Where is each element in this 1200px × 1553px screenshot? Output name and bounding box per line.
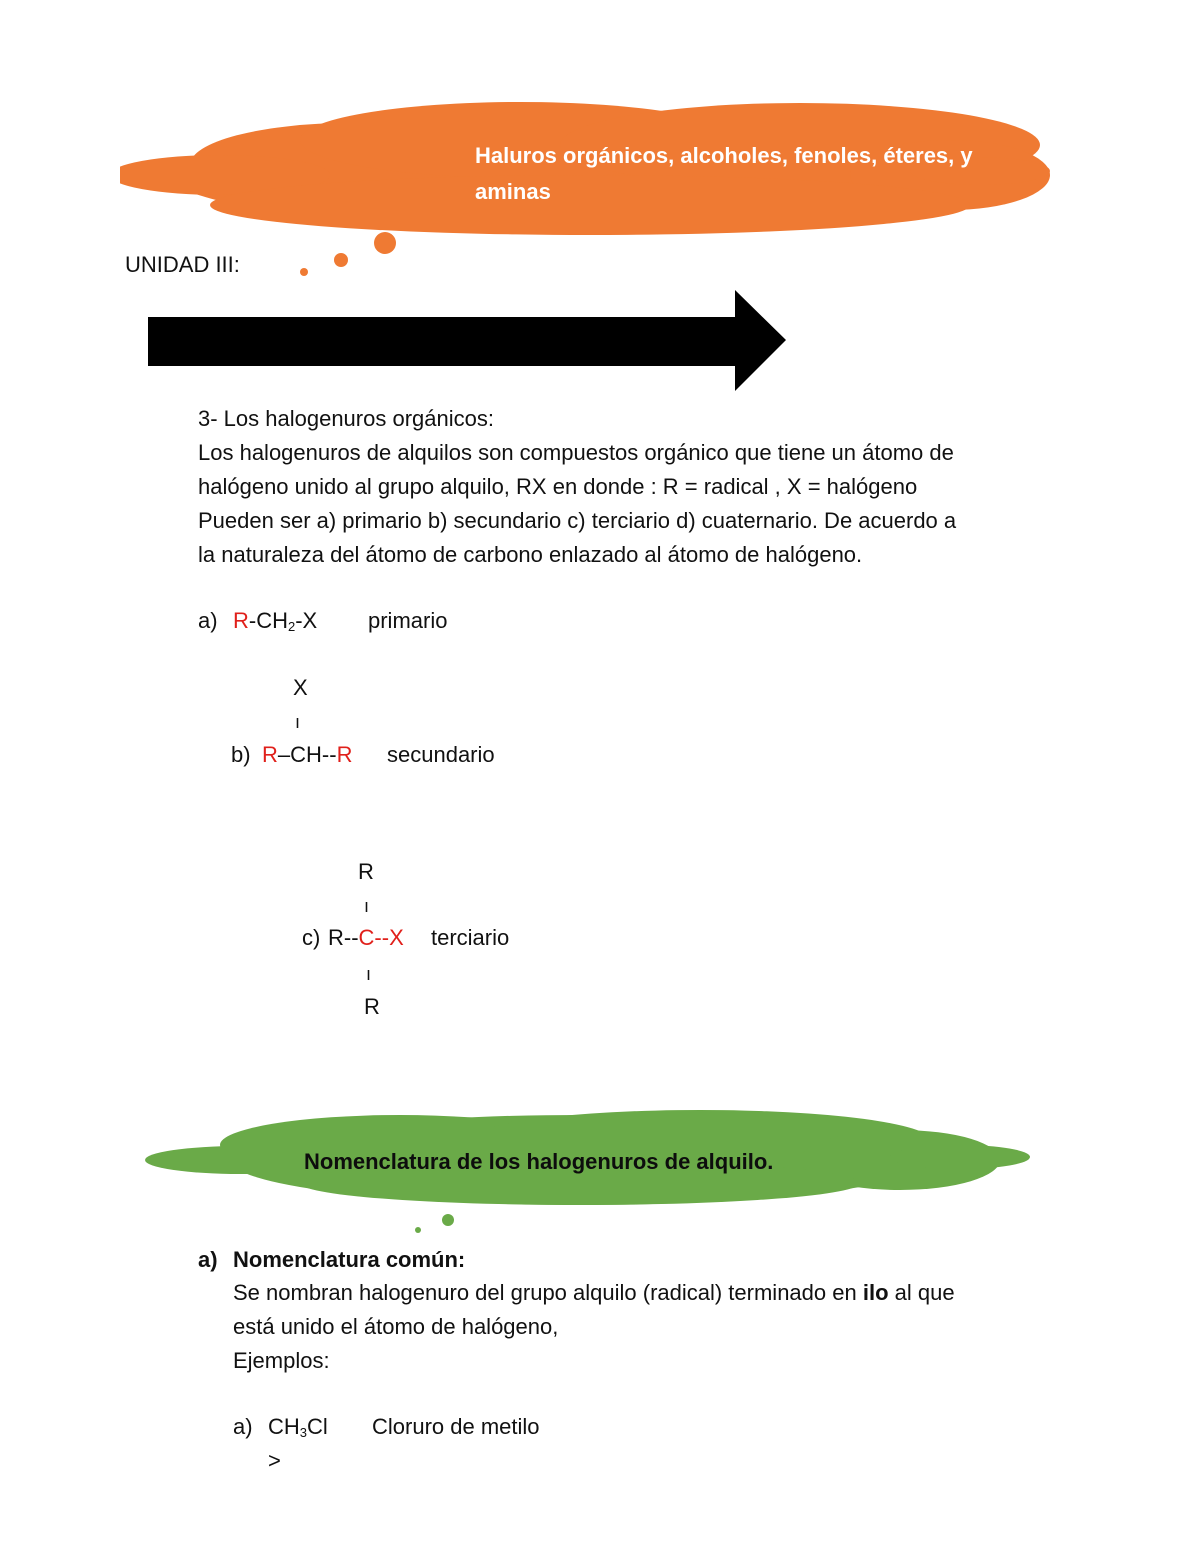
radical-r: R xyxy=(262,742,278,767)
subscript: 2 xyxy=(288,619,296,634)
text-part: al que xyxy=(888,1280,955,1305)
radical-r: R xyxy=(336,742,353,767)
example-b-top: X xyxy=(293,675,308,700)
nomenclature-marker: > xyxy=(268,1448,281,1473)
arrow-right-icon xyxy=(148,290,788,394)
section-heading: 3- Los halogenuros orgánicos: xyxy=(198,406,494,431)
section-line-3: Pueden ser a) primario b) secundario c) terciario d) cuaternario. De acuerdo a xyxy=(198,508,957,533)
example-b-label: b) xyxy=(231,742,251,767)
example-c-bond-top: ı xyxy=(364,896,370,916)
nomenclature-item-label: a) xyxy=(198,1247,218,1272)
formula-part: R-- xyxy=(328,925,359,950)
nomenclature-line-3: Ejemplos: xyxy=(233,1348,330,1373)
section-line-2: halógeno unido al grupo alquilo, RX en donde : R = radical , X = halógeno xyxy=(198,474,918,499)
nomenclature-item-title: Nomenclatura común: xyxy=(233,1247,466,1272)
section-line-1: Los halogenuros de alquilos son compuestos orgánico que tiene un átomo de xyxy=(198,440,954,465)
section-line-4: la naturaleza del átomo de carbono enlazado al átomo de halógeno. xyxy=(198,542,863,567)
example-c-bottom: R xyxy=(364,994,380,1019)
subscript: 3 xyxy=(299,1425,308,1440)
example-b-formula xyxy=(262,738,352,772)
nomenclature-example-name: Cloruro de metilo xyxy=(372,1414,540,1439)
nomenclature-line-1 xyxy=(233,1276,955,1310)
carbon-halogen: C--X xyxy=(358,925,404,950)
nomenclature-example-label: a) xyxy=(233,1414,253,1439)
formula-part: -X xyxy=(295,608,318,633)
example-c-bond-bottom: ı xyxy=(366,964,372,984)
example-c-formula xyxy=(328,921,404,955)
suffix-ilo: ilo xyxy=(862,1280,889,1305)
example-b-bond: ı xyxy=(295,712,301,732)
text-part: Se nombran halogenuro del grupo alquilo (radical) terminado en xyxy=(233,1280,863,1305)
nomenclature-line-2: está unido el átomo de halógeno, xyxy=(233,1314,559,1339)
example-c-label: c) xyxy=(302,925,321,950)
unit-label: UNIDAD III: xyxy=(125,252,240,277)
formula-part: -CH xyxy=(248,608,288,633)
example-a-type: primario xyxy=(368,608,448,633)
orange-cloud-title: Haluros orgánicos, alcoholes, fenoles, éteres, y aminas xyxy=(475,143,973,204)
formula-part: –CH-- xyxy=(277,742,337,767)
formula-part: Cl xyxy=(307,1414,328,1439)
radical-r: R xyxy=(233,608,249,633)
example-c-top: R xyxy=(358,859,374,884)
example-b-type: secundario xyxy=(387,742,495,767)
example-c-type: terciario xyxy=(431,925,510,950)
formula-part: CH xyxy=(268,1414,300,1439)
example-a-label: a) xyxy=(198,608,218,633)
green-cloud-title: Nomenclatura de los halogenuros de alquilo. xyxy=(304,1149,774,1174)
nomenclature-example-formula xyxy=(268,1410,328,1444)
example-a-formula xyxy=(233,604,317,638)
